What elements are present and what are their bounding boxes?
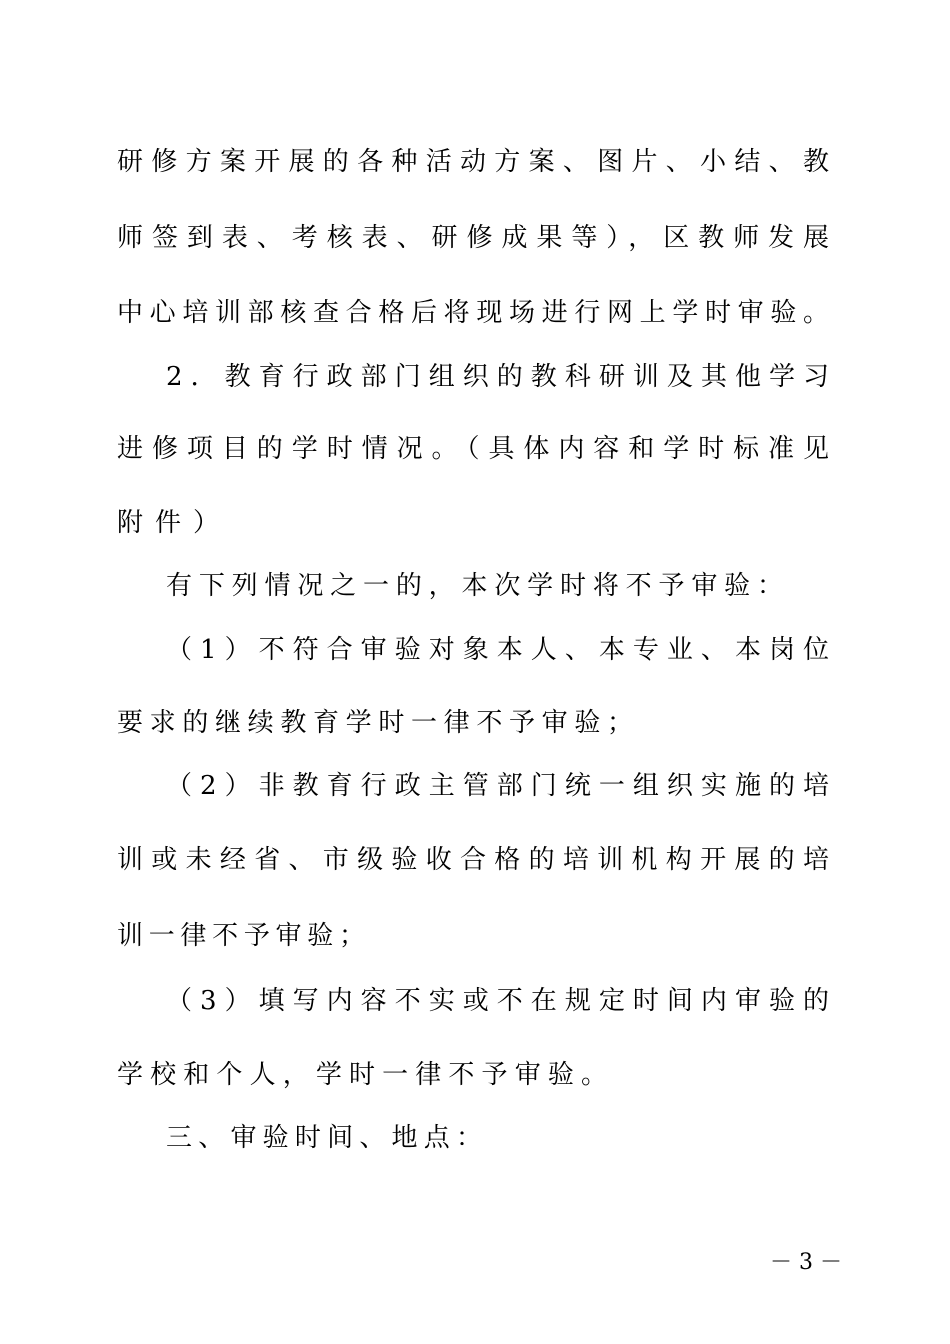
body-line-2: 师签到表、考核表、研修成果等），区教师发展 bbox=[117, 223, 829, 253]
section-item-2: 2．教育行政部门组织的教科研训及其他学习 bbox=[166, 362, 829, 392]
condition-item-1: （1）不符合审验对象本人、本专业、本岗位 bbox=[166, 635, 829, 665]
body-line-1: 研修方案开展的各种活动方案、图片、小结、教 bbox=[117, 147, 829, 177]
condition-item-2-line-2: 训或未经省、市级验收合格的培训机构开展的培 bbox=[117, 845, 829, 875]
body-line-3: 中心培训部核查合格后将现场进行网上学时审验。 bbox=[117, 298, 829, 328]
condition-item-2-line-3: 训一律不予审验； bbox=[117, 921, 365, 951]
body-line-5: 进修项目的学时情况。（具体内容和学时标准见 bbox=[117, 434, 829, 464]
condition-item-1-continued: 要求的继续教育学时一律不予审验； bbox=[117, 708, 633, 738]
page-number: － 3 － bbox=[770, 1250, 842, 1275]
condition-item-3: （3）填写内容不实或不在规定时间内审验的 bbox=[166, 986, 829, 1016]
body-line-6: 附件） bbox=[117, 508, 232, 538]
section-heading-three: 三、审验时间、地点： bbox=[166, 1123, 482, 1153]
condition-item-3-continued: 学校和个人，学时一律不予审验。 bbox=[117, 1060, 607, 1090]
condition-intro: 有下列情况之一的，本次学时将不予审验： bbox=[166, 571, 783, 601]
condition-item-2: （2）非教育行政主管部门统一组织实施的培 bbox=[166, 771, 829, 801]
